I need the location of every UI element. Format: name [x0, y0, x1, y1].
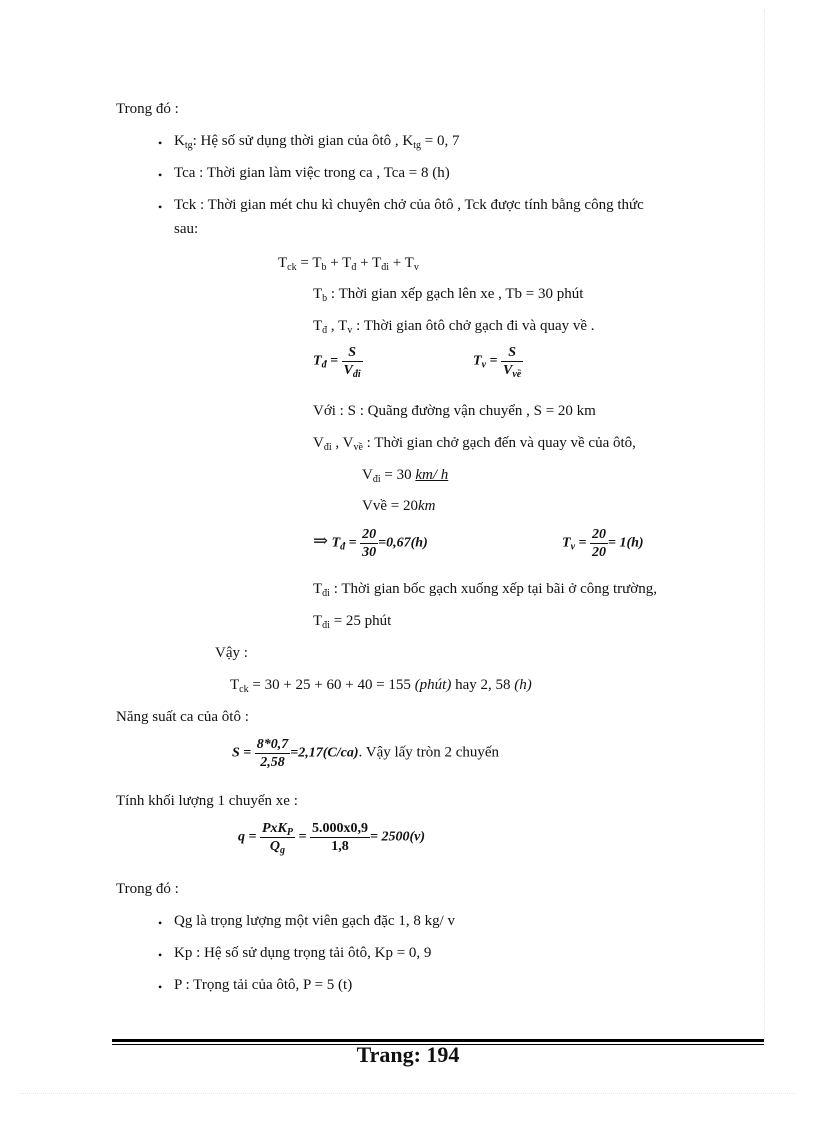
p-line: P : Trọng tải của ôtô, P = 5 (t) — [174, 977, 353, 993]
bullet-4: • — [158, 916, 163, 930]
bullet-3: • — [158, 200, 163, 214]
formula-productivity: S = $\frac{8*0,7}{2,58}$ =2,17(C/ca). Vậy lấy tròn 2 chuyến — [232, 737, 500, 770]
intro-trong-do-2: Trong đó : — [116, 881, 179, 897]
tck-line: Tck : Thời gian mét chu kì chuyên chở của ôtô , Tck được tính bằng công thức — [174, 197, 644, 213]
formula-tv-result: $T_v$ = $\frac{20}{20}$ = 1(h) — [562, 527, 644, 560]
vdi-value: $V_{đi} = 30$ km/ h — [362, 467, 449, 485]
ktg-line: $K_{tg}$: Hệ số sử dụng thời gian của ôtô , $K_{tg} = 0$, 7 — [174, 133, 460, 151]
vdi-vve-line: $V_{đi}$ , $V_{về}$ : Thời gian chở gạch đến và quay về của ôtô, — [313, 435, 636, 453]
tca-line: Tca : Thời gian làm việc trong ca , Tca = 8 (h) — [174, 165, 450, 181]
page-border-bottom — [20, 1093, 796, 1094]
khoi-luong-label: Tính khối lượng 1 chuyến xe : — [116, 793, 298, 809]
tck-total: $T_{ck} = 30 + 25 + 60 + 40 = 155$ (phút) hay 2, 58 (h) — [230, 677, 532, 695]
formula-td-result: ⇒ $T_đ$ = $\frac{20}{30}$ =0,67(h) — [313, 527, 428, 560]
bullet-2: • — [158, 168, 163, 182]
page-number: Trang: 194 — [356, 1042, 460, 1067]
page-border-right — [764, 10, 765, 1040]
formula-tv: $T_v$ = $\frac{S}{V_{về}}$ — [473, 345, 522, 380]
tb-line: $T_b$ : Thời gian xếp gạch lên xe , Tb = 30 phút — [313, 286, 584, 304]
vay-label: Vậy : — [215, 645, 248, 661]
intro-trong-do-1: Trong đó : — [116, 101, 179, 117]
tck-formula: $T_{ck} = T_b + T_đ + T_{đi} + T_v$ — [278, 255, 419, 273]
tck-line-cont: sau: — [174, 221, 199, 237]
bullet-1: • — [158, 136, 163, 150]
vve-value: Vvề = 20km — [362, 498, 436, 514]
kp-line: Kp : Hệ số sử dụng trọng tải ôtô, Kp = 0, 9 — [174, 945, 432, 961]
formula-load: q = $\frac{PxK_P}{Q_g}$ = $\frac{5.000x0,9}{1,8}$ = 2500(v) — [238, 821, 425, 856]
td-tv-line: $T_đ$ , $T_v$ : Thời gian ôtô chở gạch đi và quay về . — [313, 318, 595, 336]
tdi-desc: $T_{đi}$ : Thời gian bốc gạch xuống xếp tại bãi ở công trường, — [313, 581, 657, 599]
qg-line: Qg là trọng lượng một viên gạch đặc 1, 8 kg/ v — [174, 913, 456, 929]
formula-td: $T_đ$ = $\frac{S}{V_{đi}}$ — [313, 345, 361, 380]
bullet-5: • — [158, 948, 163, 962]
voi-line: Với : S : Quãng đường vận chuyển , S = 20 km — [313, 403, 596, 419]
bullet-6: • — [158, 980, 163, 994]
tdi-value: $T_{đi} = 25$ phút — [313, 613, 392, 631]
nang-suat-label: Năng suất ca của ôtô : — [116, 709, 249, 725]
